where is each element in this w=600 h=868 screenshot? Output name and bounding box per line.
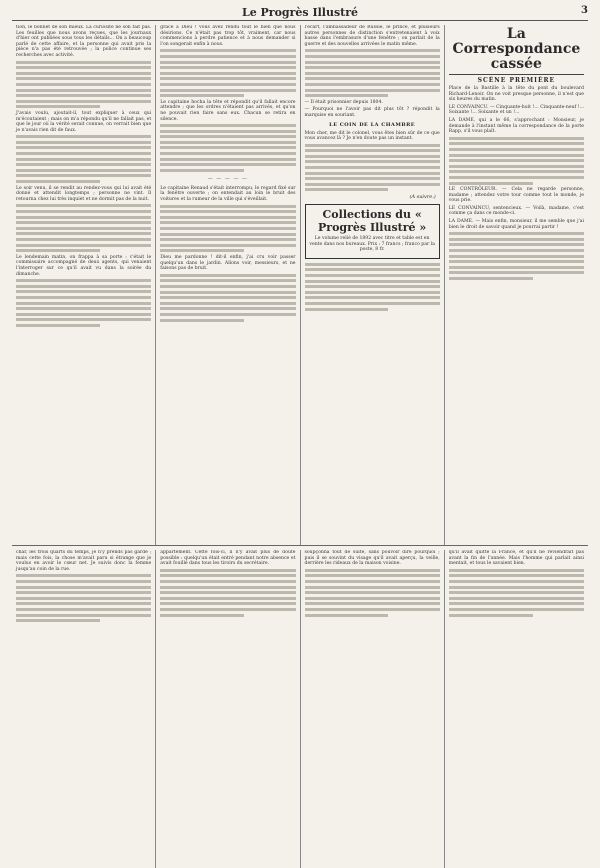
text-filler	[305, 263, 440, 311]
lower-section	[12, 550, 588, 868]
text-filler	[160, 569, 295, 617]
text-line	[449, 249, 584, 252]
text-line	[160, 238, 295, 241]
text-line	[160, 205, 295, 208]
text-line	[160, 580, 295, 583]
text-line	[16, 216, 151, 219]
text-line	[16, 146, 151, 149]
text-filler	[160, 124, 295, 172]
text-line	[160, 313, 295, 316]
dialogue-line: — Il était prisonnier depuis 1804.	[304, 99, 383, 105]
text-line	[305, 172, 440, 175]
text-line	[16, 94, 151, 97]
text-line	[449, 569, 584, 572]
text-line	[449, 238, 584, 241]
text-line	[160, 152, 295, 155]
text-line	[449, 148, 584, 151]
text-line	[305, 296, 440, 299]
text-line	[449, 243, 584, 246]
text-filler	[305, 569, 440, 617]
text-line	[16, 72, 151, 75]
text-line	[160, 158, 295, 161]
text-line	[160, 49, 295, 52]
section-separator: — — — — —	[207, 175, 249, 182]
text-line	[16, 174, 151, 177]
column-3	[300, 25, 444, 545]
collections-text: Le volume relié de 1892 avec titre et table est en vente dans nos bureaux. Prix : 7 francs ; franco par la poste, 8 fr.	[309, 236, 435, 253]
text-line	[160, 130, 295, 133]
article-paragraph: Le capitaine Renaud s'était interrompu, le regard fixé sur la fenêtre ouverte ; on entendait au loin le bruit des voitures et la rumeur de la ville qui s'éveillait.	[160, 185, 296, 203]
text-line	[305, 274, 440, 277]
text-line	[160, 614, 244, 617]
rubric-title: La Correspondance cassée	[449, 27, 584, 75]
text-line	[16, 180, 100, 183]
text-line	[16, 158, 151, 161]
article-paragraph: soupçonna tout de suite, sans pouvoir dire pourquoi ; puis il se souvint du visage qu'il avait aperçu, la veille, derrière les rideaux de la maison voisine.	[304, 550, 440, 567]
text-line	[305, 308, 389, 311]
text-line	[16, 290, 151, 293]
text-filler	[305, 144, 440, 192]
text-line	[160, 302, 295, 305]
text-line	[449, 165, 584, 168]
text-line	[16, 105, 100, 108]
article-paragraph: char, les trois quarts du temps, je n'y prends pas garde ; mais cette fois, la chose m'avait paru si étrange que je voulus en avoir le cœur net. Je suivis donc la femme jusqu'au coin de la rue.	[16, 550, 152, 572]
text-line	[449, 142, 584, 145]
article-paragraph: qu'il avait quitté la France, et qu'il ne reviendrait pas avant la fin de l'année. Mais l'homme qui parlait ainsi mentait, et tous le savaient bien.	[448, 550, 584, 567]
text-line	[160, 216, 295, 219]
text-line	[160, 141, 295, 144]
text-line	[160, 586, 295, 589]
text-line	[16, 83, 151, 86]
text-line	[16, 597, 151, 600]
text-line	[16, 608, 151, 611]
text-line	[16, 244, 151, 247]
collections-notice	[305, 204, 440, 259]
text-line	[16, 279, 151, 282]
column-2	[155, 25, 299, 545]
text-line	[16, 169, 151, 172]
dialogue-line: LA DAME. — Mais enfin, monsieur, il me semble que j'ai bien le droit de savoir quand je pourrai partir !	[448, 219, 584, 230]
text-line	[449, 597, 584, 600]
text-filler	[160, 274, 295, 322]
text-line	[16, 296, 151, 299]
column-1	[12, 25, 155, 545]
text-line	[160, 319, 244, 322]
text-line	[16, 141, 151, 144]
article-paragraph: Le lendemain matin, on frappa à sa porte : c'était le commissaire accompagné de deux agents, qui venaient l'interroger sur ce qu'il avait vu dans la soirée du dimanche.	[16, 254, 152, 277]
text-line	[305, 144, 440, 147]
text-line	[305, 177, 440, 180]
text-line	[305, 574, 440, 577]
text-line	[305, 94, 389, 97]
text-line	[305, 160, 440, 163]
text-line	[449, 176, 584, 179]
text-line	[449, 614, 533, 617]
article-paragraph: Le soir venu, il se rendit au rendez-vous qui lui avait été donné et attendit longtemps ; personne ne vint. Il retourna chez lui très inquiet et ne dormit pas de la nuit.	[16, 185, 152, 202]
text-filler	[16, 574, 151, 622]
text-line	[16, 249, 100, 252]
text-line	[449, 266, 584, 269]
text-line	[305, 155, 440, 158]
text-line	[160, 608, 295, 611]
text-line	[16, 210, 151, 213]
text-line	[160, 591, 295, 594]
text-line	[160, 210, 295, 213]
text-line	[305, 83, 440, 86]
text-line	[160, 77, 295, 80]
text-line	[305, 166, 440, 169]
article-paragraph: tion, le bonnet de son mieux. La curiosité ne son fait pas. Les feuilles que nous avons reçues, que les journaux d'hier ont publiées sous tous les détails... On a beaucoup parlé de cette affaire, et la personne qui avait pris la pièce n'a pas été retrouvée ; la police continue ses recherches avec activité.	[16, 25, 152, 58]
stage-direction: Place de la Bastille à la tête du pont du boulevard Richard-Lenoir. On ne voit presque personne, il n'est que six heures du matin.	[448, 86, 584, 103]
text-line	[160, 574, 295, 577]
text-line	[305, 280, 440, 283]
text-line	[305, 602, 440, 605]
text-line	[16, 602, 151, 605]
text-line	[160, 291, 295, 294]
text-line	[160, 124, 295, 127]
text-line	[449, 591, 584, 594]
text-line	[305, 608, 440, 611]
text-line	[160, 163, 295, 166]
text-line	[449, 602, 584, 605]
text-line	[160, 83, 295, 86]
text-line	[305, 291, 440, 294]
article-paragraph: l'écart, l'ambassadeur de Russie, le prince, et plusieurs autres personnes de distinction s'entretenaient à voix basse dans l'embrasure d'une fenêtre ; on parlait de la guerre et des nouvelles arrivées le matin même.	[304, 25, 440, 47]
text-line	[16, 307, 151, 310]
text-line	[16, 580, 151, 583]
text-line	[160, 244, 295, 247]
upper-section	[12, 25, 588, 546]
article-paragraph: appartement. Cette fois-ci, il n'y avait plus de doute possible : quelqu'un était entré pendant notre absence et avait fouillé dans tous les tiroirs du secrétaire.	[160, 550, 296, 567]
text-line	[160, 135, 295, 138]
text-line	[449, 154, 584, 157]
text-line	[305, 72, 440, 75]
text-line	[305, 77, 440, 80]
collections-title: Collections du « Progrès Illustré »	[318, 208, 427, 235]
text-line	[160, 169, 244, 172]
text-line	[16, 221, 151, 224]
text-line	[16, 204, 151, 207]
column-4	[444, 25, 588, 545]
text-line	[16, 232, 151, 235]
text-line	[449, 271, 584, 274]
text-line	[16, 313, 151, 316]
text-line	[305, 66, 440, 69]
text-filler	[449, 569, 584, 617]
text-line	[449, 586, 584, 589]
text-line	[160, 94, 244, 97]
scene-heading: SCÈNE PREMIÈRE	[477, 77, 556, 84]
text-line	[16, 152, 151, 155]
dialogue-line: LE CONTRÔLEUR. — Cela ne regarde personne, madame ; attendez votre tour comme tout le monde, je vous prie.	[448, 187, 584, 204]
text-filler	[16, 61, 151, 109]
text-line	[16, 614, 151, 617]
page-number: 3	[581, 5, 588, 16]
text-filler	[449, 232, 584, 280]
to-be-continued: (A suivre.)	[409, 194, 436, 201]
text-line	[16, 591, 151, 594]
text-line	[160, 274, 295, 277]
text-line	[160, 89, 295, 92]
dialogue-line: LE CONVAINCU, sentencieux. — Voilà, madame, c'est comme ça dans ce monde-ci.	[448, 205, 584, 217]
text-filler	[16, 279, 151, 327]
text-line	[16, 61, 151, 64]
text-line	[449, 574, 584, 577]
text-line	[160, 602, 295, 605]
text-filler	[16, 204, 151, 252]
newspaper-title: Le Progrès Illustré	[241, 5, 359, 19]
text-line	[16, 238, 151, 241]
article-paragraph: J'avais voulu, ajoutait-il, tout expliquer à ceux qui m'écoutaient ; mais on m'a répondu qu'il ne fallait pas, et que le jour où la vérité serait connue, on verrait bien que je n'avais rien dit de faux.	[16, 110, 152, 133]
text-line	[305, 89, 440, 92]
text-filler	[449, 137, 584, 185]
text-line	[16, 619, 100, 622]
text-filler	[305, 49, 440, 97]
text-line	[16, 227, 151, 230]
text-line	[305, 61, 440, 64]
text-line	[16, 163, 151, 166]
text-line	[305, 302, 440, 305]
text-line	[449, 137, 584, 140]
text-line	[160, 249, 244, 252]
text-filler	[160, 49, 295, 97]
text-line	[160, 279, 295, 282]
text-line	[16, 285, 151, 288]
text-line	[305, 569, 440, 572]
text-line	[160, 72, 295, 75]
text-line	[160, 61, 295, 64]
dialogue-line: LE CONVAINCU. — Cinquante-huit !... Cinquante-neuf !... Soixante !... Soixante et un !...	[448, 104, 584, 116]
text-line	[449, 277, 533, 280]
text-line	[16, 574, 151, 577]
text-line	[305, 149, 440, 152]
lower-column-2	[155, 550, 299, 868]
text-line	[305, 49, 440, 52]
text-line	[160, 307, 295, 310]
text-line	[305, 285, 440, 288]
text-filler	[16, 135, 151, 183]
text-line	[160, 221, 295, 224]
text-line	[449, 260, 584, 263]
text-line	[160, 146, 295, 149]
text-line	[305, 188, 389, 191]
text-line	[449, 608, 584, 611]
text-line	[305, 614, 389, 617]
section-subhead: LE COIN DE LA CHAMBRE	[329, 121, 416, 128]
text-line	[16, 318, 151, 321]
lower-column-3	[300, 550, 444, 868]
text-line	[160, 597, 295, 600]
dialogue-line: — Pourquoi ne l'avoir pas dit plus tôt ? répondit la marquise en souriant.	[304, 107, 440, 118]
text-filler	[160, 205, 295, 253]
text-line	[16, 135, 151, 138]
text-line	[305, 263, 440, 266]
text-line	[160, 55, 295, 58]
text-line	[160, 569, 295, 572]
lower-column-1	[12, 550, 155, 868]
text-line	[305, 580, 440, 583]
text-line	[449, 170, 584, 173]
text-line	[160, 66, 295, 69]
dialogue-line: LA DAME, qui a le 66, s'approchant : Monsieur, je demande à l'instant même la correspondance de la porte Rapp, s'il vous plaît.	[448, 117, 584, 135]
text-line	[305, 597, 440, 600]
masthead	[12, 4, 588, 21]
text-line	[16, 324, 100, 327]
article-paragraph: Dieu me pardonne ! dit-il enfin, j'ai cru voir passer quelqu'un dans le jardin. Allons voir, messieurs, et ne faisons pas de bruit.	[160, 254, 296, 272]
text-line	[305, 591, 440, 594]
text-line	[16, 302, 151, 305]
article-paragraph: Le capitaine hocha la tête et répondit qu'il fallait encore attendre ; que les ordres n'étaient pas arrivés, et qu'on ne pouvait rien faire sans eux. Chacun se retira en silence.	[160, 99, 296, 122]
text-line	[160, 285, 295, 288]
article-paragraph: Mon cher, me dit le colonel, vous êtes bien sûr de ce que vous avancez là ? Je n'en doute pas un instant.	[304, 130, 440, 142]
text-line	[305, 183, 440, 186]
text-line	[305, 55, 440, 58]
article-paragraph: grâce à Dieu ! vous avez rendu tout le bien que nous désirions. Ce n'était pas trop tôt, vraiment, car nous commencions à perdre patience et à nous demander si l'on songerait enfin à nous.	[160, 25, 296, 47]
text-line	[449, 182, 533, 185]
text-line	[16, 77, 151, 80]
text-line	[305, 586, 440, 589]
text-line	[16, 66, 151, 69]
text-line	[449, 255, 584, 258]
text-line	[16, 586, 151, 589]
lower-column-4	[444, 550, 588, 868]
text-line	[16, 89, 151, 92]
text-line	[160, 233, 295, 236]
text-line	[160, 227, 295, 230]
text-line	[449, 159, 584, 162]
text-line	[160, 296, 295, 299]
text-line	[449, 232, 584, 235]
text-line	[449, 580, 584, 583]
text-line	[305, 268, 440, 271]
text-line	[16, 100, 151, 103]
